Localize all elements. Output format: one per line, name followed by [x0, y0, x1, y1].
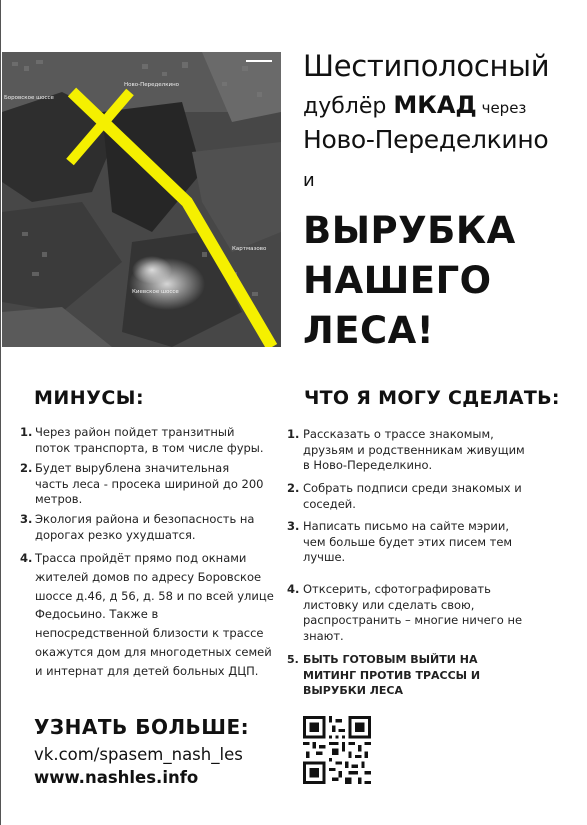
item-number: 3.	[287, 519, 300, 533]
item-number: 4.	[287, 582, 300, 596]
minus-item-1	[20, 425, 265, 456]
action-item-4	[287, 582, 532, 644]
headline-line3: Ново-Переделкино	[303, 125, 549, 154]
item-number: 1.	[20, 425, 33, 439]
minus-item-3	[20, 512, 265, 543]
headline-line2-prefix: дублёр	[303, 94, 394, 119]
item-text: Написать письмо на сайте мэрии, чем больше будет этих писем тем лучше.	[303, 519, 513, 564]
item-number: 5.	[287, 653, 299, 666]
action-item-5	[287, 652, 532, 699]
learn-more-heading: УЗНАТЬ БОЛЬШЕ:	[34, 715, 250, 739]
item-text: БЫТЬ ГОТОВЫМ ВЫЙТИ НА МИТИНГ ПРОТИВ ТРАССЫ И ВЫРУБКИ ЛЕСА	[303, 653, 481, 697]
action-item-1	[287, 427, 532, 474]
item-text: Трасса пройдёт прямо под окнами жителей домов по адресу Боровское шоссе д.46, д 56, д. 58 и по всей улице Федосьино. Также в непосредственной близости к трассе окажутся дом для многодетных семей и интернат для детей больных ДЦП.	[35, 551, 274, 678]
action-item-3	[287, 519, 532, 566]
headline-line2	[303, 93, 526, 118]
item-number: 4.	[20, 551, 33, 565]
map-label-kartmazovo: Картмазово	[232, 246, 267, 252]
headline-big-2: НАШЕГО	[303, 259, 492, 302]
item-text: Будет вырублена значительная часть леса - просека шириной до 200 метров.	[35, 461, 264, 506]
actions-heading: ЧТО Я МОГУ СДЕЛАТЬ:	[304, 387, 560, 409]
item-text: Собрать подписи среди знакомых и соседей.	[303, 481, 522, 511]
qr-code-icon	[303, 716, 371, 784]
page-edge	[0, 0, 1, 825]
headline-conjunction: и	[303, 170, 315, 191]
satellite-map	[2, 52, 281, 347]
map-label-novo-peredelkino: Ново-Переделкино	[124, 82, 180, 88]
item-number: 3.	[20, 512, 33, 526]
item-text: Рассказать о трассе знакомым, друзьям и родственникам живущим в Ново-Переделкино.	[303, 427, 525, 472]
item-text: Отксерить, сфотографировать листовку или сделать свою, распространить – многие ничего не знают.	[303, 582, 523, 643]
headline-line2-suffix: через	[476, 99, 527, 117]
headline-big-1: ВЫРУБКА	[303, 209, 516, 252]
item-number: 2.	[20, 461, 33, 475]
item-text: Экология района и безопасность на дорогах резко ухудшатся.	[35, 512, 255, 542]
item-number: 2.	[287, 481, 300, 495]
item-text: Через район пойдет транзитный поток транспорта, в том числе фуры.	[35, 425, 264, 455]
map-label-borovskoe: Боровское шоссе	[4, 95, 54, 101]
headline-mkad: МКАД	[393, 91, 477, 119]
map-label-kievskoe: Киевское шоссе	[132, 289, 179, 295]
vk-link[interactable]: vk.com/spasem_nash_les	[34, 745, 243, 764]
minus-item-4	[20, 549, 274, 681]
action-item-2	[287, 481, 532, 512]
minuses-heading: МИНУСЫ:	[34, 387, 145, 409]
headline-line1: Шестиполосный	[303, 49, 550, 83]
minus-item-2	[20, 461, 265, 508]
headline-big-3: ЛЕСА!	[303, 309, 435, 352]
site-link[interactable]: www.nashles.info	[34, 768, 199, 787]
item-number: 1.	[287, 427, 300, 441]
